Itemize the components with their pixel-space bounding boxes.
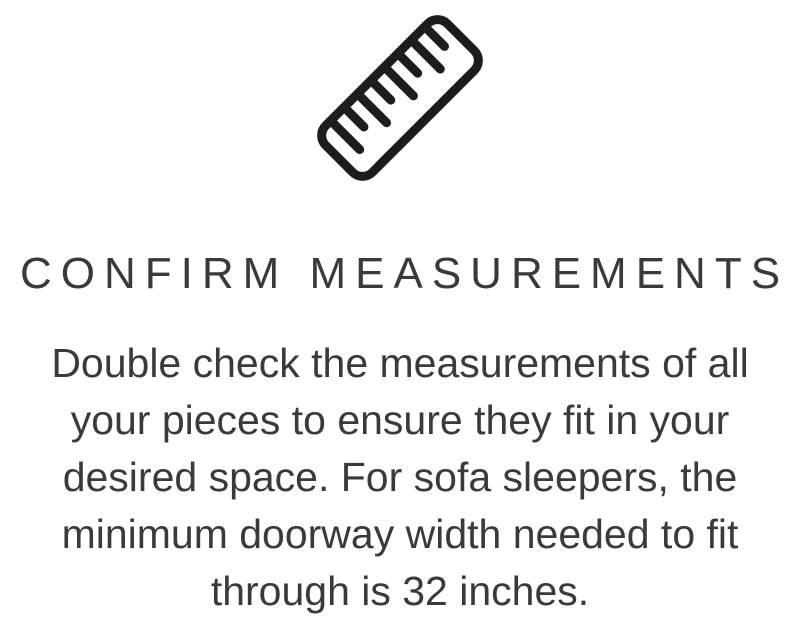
ruler-icon-strokes [316,14,484,182]
ruler-icon [310,8,490,188]
section-description [20,335,780,620]
description-line: through is 32 inches. [210,567,590,614]
description-line: desired space. For sofa sleepers, the [62,453,738,500]
section-heading: CONFIRM MEASUREMENTS [19,249,790,298]
description-line: minimum doorway width needed to fit [61,510,739,557]
description-line: Double check the measurements of all [51,339,749,386]
description-line: your pieces to ensure they fit in your [70,396,730,443]
